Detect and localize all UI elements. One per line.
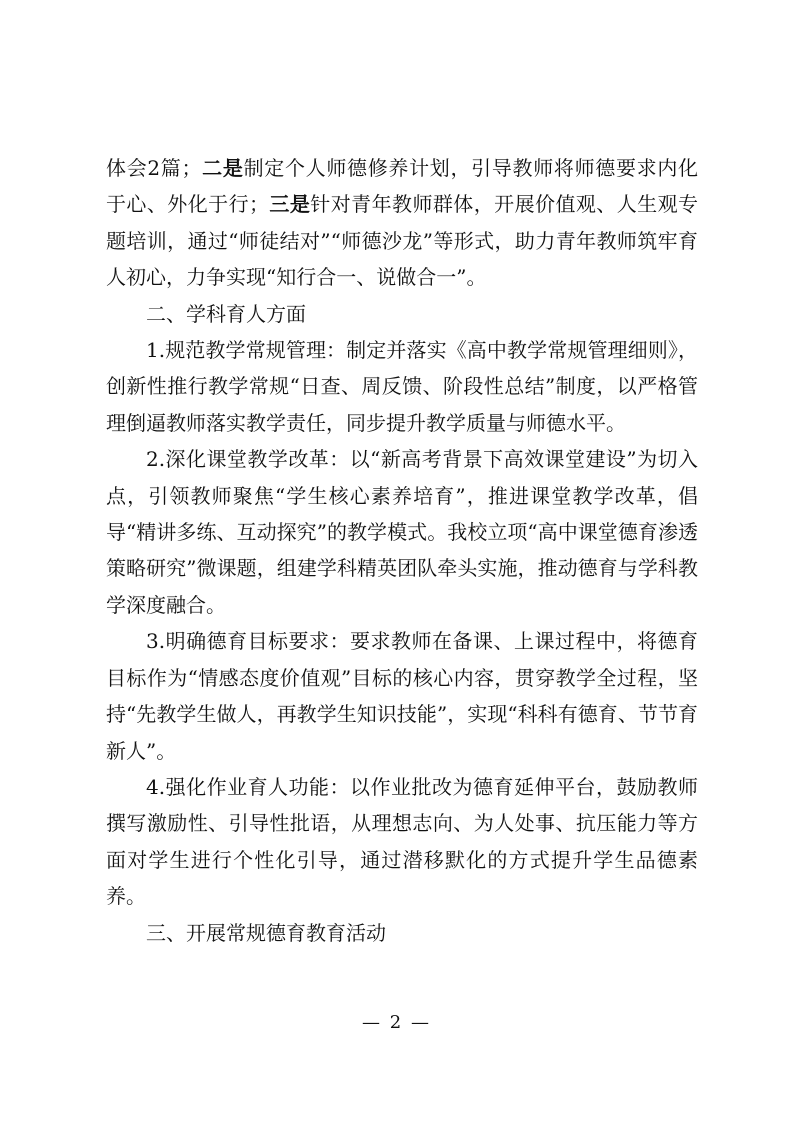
bold-marker: 二是 xyxy=(201,156,244,180)
text-segment: 三、开展常规德育教育活动 xyxy=(146,920,386,945)
page-number: — 2 — xyxy=(362,1012,431,1033)
bold-marker: 三是 xyxy=(269,192,311,217)
paragraph xyxy=(106,769,698,915)
text-segment: 2.深化课堂教学改革：以“新高考背景下高效课堂建设”为切入点，引领教师聚焦“学生核心素养培育”，推进课堂教学改革，倡导“精讲多练、互动探究”的教学模式。我校立项“高中课堂德育渗透策略研究”微课题，组建学科精英团队牵头实施，推动德育与学科教学深度融合。 xyxy=(106,447,698,617)
text-segment: 体会2篇； xyxy=(106,156,202,180)
paragraph xyxy=(106,150,698,296)
text-segment: 1.规范教学常规管理：制定并落实《高中教学常规管理细则》，创新性推行教学常规“日查、周反馈、阶段性总结”制度，以严格管理倒逼教师落实教学责任，同步提升教学质量与师德水平。 xyxy=(106,338,698,435)
paragraph xyxy=(106,623,698,769)
paragraph xyxy=(106,441,698,623)
text-segment: 4.强化作业育人功能：以作业批改为德育延伸平台，鼓励教师撰写激励性、引导性批语，从理想志向、为人处事、抗压能力等方面对学生进行个性化引导，通过潜移默化的方式提升学生品德素养。 xyxy=(106,774,698,909)
paragraph xyxy=(106,296,698,332)
text-segment: 针对青年教师群体，开展价值观、人生观专题培训，通过“师徒结对”“师德沙龙”等形式，助力青年教师筑牢育人初心，力争实现“知行合一、说做合一”。 xyxy=(106,192,699,290)
paragraph xyxy=(106,915,698,951)
paragraph xyxy=(106,332,698,441)
text-segment: 3.明确德育目标要求：要求教师在备课、上课过程中，将德育目标作为“情感态度价值观”目标的核心内容，贯穿教学全过程，坚持“先教学生做人，再教学生知识技能”，实现“科科有德育、节节育新人”。 xyxy=(106,629,698,763)
text-segment: 二、学科育人方面 xyxy=(146,301,306,326)
text-segment: 制定个人师德修养计划，引导教师将师德要求内化于心、外化于行； xyxy=(106,156,699,217)
document-body xyxy=(106,150,698,951)
